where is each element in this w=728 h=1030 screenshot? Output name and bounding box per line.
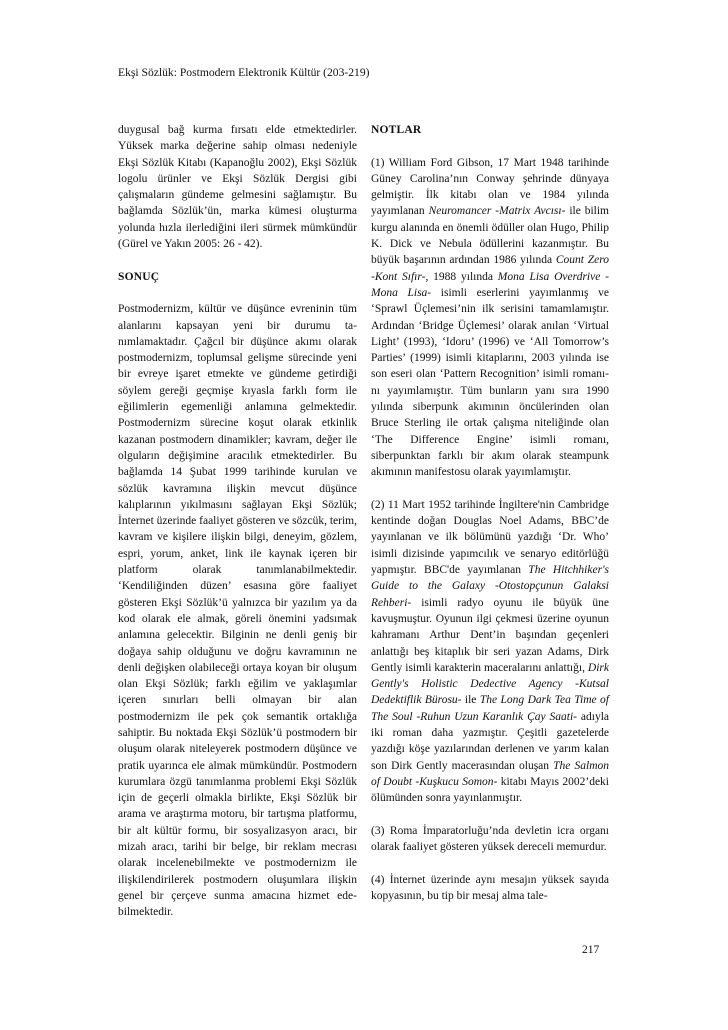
note-2-text-2: isimli radyo oyunu ile büyük üne kavuşmuştur. Oyunun ilgi çekmesi üzerine oyunun kahramanı Arthur Dent’in başından geçenleri anlattığı beş kitaplık bir seri yazan Adams, Dirk Gently isimli karakterin maceralarını anlattığı, xyxy=(371,596,609,674)
note-2-text-4: adıyla iki roman daha yazmıştır. Çeşitli gazetelerde yazdığı köşe yazılarından derlenen ve yarım kalan son Dirk Gently macerasından oluşan xyxy=(371,710,609,772)
note-2-title-salmon-of-doubt: The Salmon of Doubt -Kuşkucu Somon- xyxy=(371,759,609,788)
note-2-title-long-dark-tea-time: The Long Dark Tea Time of The Soul -Ruhun Uzun Karanlık Çay Saati- xyxy=(371,694,609,723)
note-1-text-3: , 1988 yılında xyxy=(425,270,498,283)
note-2-title-hitchhiker: The Hitchhiker's Guide to the Galaxy -Otostopçunun Galaksi Rehberi- xyxy=(371,564,609,609)
left-column xyxy=(118,122,357,921)
note-1-title-count-zero: Count Zero -Kont Sıfır- xyxy=(371,254,609,283)
note-1 xyxy=(371,155,609,481)
note-4: (4) İnternet üzerinde aynı mesajın yüksek sayıda kopyasının, bu tip bir mesaj alma tale- xyxy=(371,873,609,902)
note-1-text-4: isimli eserlerini yayımlanmış ve ‘Sprawl Üçlemesi’nin ilk serisini tamamlamıştır. Ardından ‘Bridge Üçlemesi’ olarak anılan ‘Virtual Light’ (1993), ‘Idoru’ (1996) ve ‘All Tomorrow’s Parties’ (1999) isimli kitaplarını, 2003 yılında ise son eseri olan ‘Pattern Recognition’ isimli romanını yayımlamıştır. Tüm bunların yanı sıra 1990 yılında siberpunk akımının öncülerinden olan Bruce Sterling ile ortak çalışma niteliğinde olan ‘The Difference Engine’ isimli romanı, siberpunktan farklı bir akım olarak steampunk akımının manifestosu olarak yayımlamıştır. xyxy=(371,286,609,479)
note-2 xyxy=(371,497,609,807)
note-2-text-5: kitabı Mayıs 2002’deki ölümünden sonra yayınlanmıştır. xyxy=(371,775,609,805)
note-1-title-mona-lisa: Mona Lisa Overdrive -Mona Lisa- xyxy=(371,270,609,299)
page-number: 217 xyxy=(582,944,600,956)
note-2-text-3: ile xyxy=(461,694,480,707)
note-1-text-2: ile bilim kurgu alanında en önemli ödüller olan Hugo, Philip K. Dick ve Nebula ödüllerini kazanmıştır. Bu büyük başarının ardından 1986 yılında xyxy=(371,205,609,267)
note-2-text-1: (2) 11 Mart 1952 tarihinde İngiltere'nin Cambridge kentinde doğan Douglas Noel Adams, BBC’de yayınlanan ve ilk bölümünü yazdığı ‘Dr. Who’ isimli dizisinde yapımcılık ve senaryo editörlüğü yapmıştır. BBC'de yayımlanan xyxy=(371,498,609,577)
intro-paragraph: duygusal bağ kurma fırsatı elde etmektedirler. Yüksek marka değerine sahip olması nedeniyle Ekşi Sözlük Kitabı (Kapanoğlu 2002), Ekşi Sözlük logolu ürünler ve Ekşi Sözlük Dergisi gibi çalışmaların gündeme gelmesini sağlamıştır. Bu bağlamda Sözlük’ün, marka kümesi oluşturma yolunda hızla ilerlediğini ileri sürmek mümkündür (Gürel ve Yakın 2005: 26 - 42). xyxy=(118,124,357,251)
conclusion-paragraph: Postmodernizm, kültür ve düşünce evreninin tüm alanlarını kapsayan yeni bir durumu tanımlamaktadır. Çağcıl bir düşünce akımı olarak postmodernizm, toplumsal gelişme sürecinde yeni bir evreye işaret etmekte ve gündeme getirdiği söylem gereği geçmişe kıyasla farklı form ile eğilimlerin egemenliği anlamına gelmektedir. Postmodernizm sürecine koşut olarak etkinlik kazanan postmodern dinamikler; kavram, değer ile olguların değişimine aracılık etmektedirler. Bu bağlamda 14 Şubat 1999 tarihinde kurulan ve sözlük kavramına ilişkin mevcut düşünce kalıplarının yıkılmasını sağlayan Ekşi Sözlük; İnternet üzerinde faaliyet gösteren ve sözcük, terim, kavram ve kişilere ilişkin bilgi, deneyim, gözlem, espri, yorum, anket, link ile kaynak içeren bir platform olarak tanımlanabilmektedir. ‘Kendiliğinden düzen’ esasına göre faaliyet gösteren Ekşi Sözlük’ü yalnızca bir yazılım ya da kod olarak ele almak, göreli önemini yadsımak anlamına gelecektir. Bilginin ne denli geniş bir doğaya sahip olduğunu ve doğru kavramının ne denli değişken olabileceği ortaya koyan bir oluşum olan Ekşi Sözlük; farklı eğilim ve yaklaşımlar içeren sınırları belli olmayan bir alan postmodernizm ile pek çok semantik ortaklığa sahiptir. Bu noktada Ekşi Sözlük’ü postmodern bir oluşum olarak niteleyerek postmodern düşünce ve pratik uyarınca ele almak mümkündür. Postmodern kurumlara özgü tanımlanma problemi Ekşi Sözlük için de geçerli olmakla birlikte, Ekşi Sözlük bir arama ve araştırma motoru, bir tartışma platformu, bir alt kültür formu, bir sosyalizasyon aracı, bir mizah aracı, tarihi bir belge, bir reklam mecrası olarak incelenebilmekte ve postmodernizm ile ilişkilendirilerek postmodern oluşumlara ilişkin genel bir çerçeve sunma amacına hizmet edebilmektedir. xyxy=(118,303,357,919)
note-2-title-dirk-gently: Dirk Gently's Holistic Dedective Agency -Kutsal Dedektiflik Bürosu- xyxy=(371,661,609,707)
note-1-text-1: (1) William Ford Gibson, 17 Mart 1948 tarihinde Güney Carolina’nın Conway şehrinde dünyaya gelmiştir. İlk kitabı olan ve 1984 yılında yayımlanan xyxy=(371,156,609,218)
right-column xyxy=(371,122,609,904)
running-header: Ekşi Sözlük: Postmodern Elektronik Kültür (203-219) xyxy=(118,66,370,79)
note-1-title-neuromancer: Neuromancer -Matrix Avcısı- xyxy=(428,205,566,218)
notes-heading: NOTLAR xyxy=(371,124,422,136)
conclusion-heading: SONUÇ xyxy=(118,270,160,283)
note-3: (3) Roma İmparatorluğu’nda devletin icra organı olarak faaliyet gösteren yüksek dereceli memurdur. xyxy=(371,824,609,854)
